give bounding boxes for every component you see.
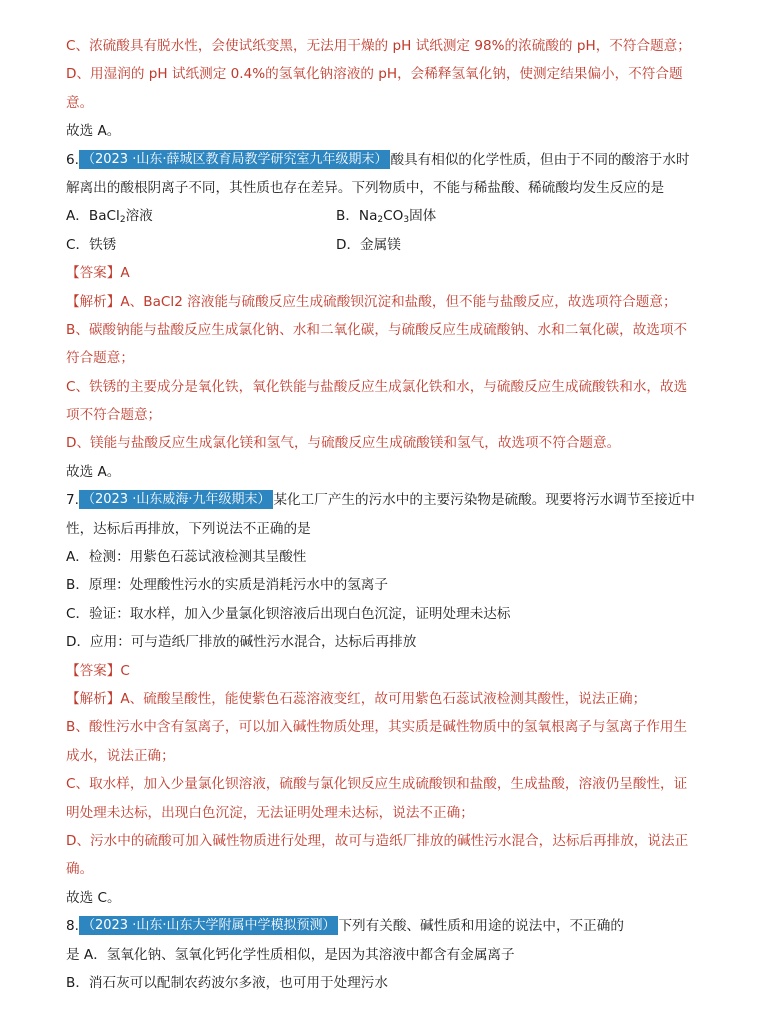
q6-option-d: D．金属镁 — [336, 236, 401, 253]
q8-source-tag: （2023 ·山东·山东大学附属中学模拟预测） — [79, 916, 338, 935]
q7-analysis-b-line2: 成水，说法正确； — [66, 747, 175, 764]
q7-analysis-c-line2: 明处理未达标，出现白色沉淀，无法证明处理未达标，说法不正确； — [66, 804, 474, 821]
q6-analysis-a: 【解析】A、BaCl2 溶液能与硫酸反应生成硫酸钡沉淀和盐酸，但不能与盐酸反应，故选项符合题意； — [66, 293, 677, 310]
q6-analysis-d: D、镁能与盐酸反应生成氯化镁和氢气，与硫酸反应生成硫酸镁和氢气，故选项不符合题意。 — [66, 435, 621, 452]
q6-answer: 【答案】A — [66, 265, 130, 282]
q6-analysis-b-line1: B、碳酸钠能与盐酸反应生成氯化钠、水和二氧化碳，与硫酸反应生成硫酸钠、水和二氧化碳，故选项不 — [66, 321, 688, 338]
q6-options-row2 — [66, 231, 716, 259]
q7-analysis-b-line1: B、酸性污水中含有氢离子，可以加入碱性物质处理，其实质是碱性物质中的氢氧根离子与氢离子作用生 — [66, 719, 688, 736]
q6-number: 6. — [66, 151, 79, 168]
q7-answer: 【答案】C — [66, 662, 130, 679]
q8-option-b: B．消石灰可以配制农药波尔多液，也可用于处理污水 — [66, 974, 388, 991]
q7-stem-line1 — [66, 486, 716, 514]
q6-options-row1 — [66, 202, 716, 230]
q6-option-c: C．铁锈 — [66, 236, 117, 253]
q6-stem-line2: 解离出的酸根阴离子不同，其性质也存在差异。下列物质中，不能与稀盐酸、稀硫酸均发生反应的是 — [66, 179, 665, 196]
q6-option-a: A．BaCl$_2$溶液 — [66, 208, 153, 226]
q6-source-tag: （2023 ·山东·薛城区教育局教学研究室九年级期末） — [79, 150, 390, 169]
q7-analysis-d-line2: 确。 — [66, 861, 94, 878]
q6-conclusion: 故选 A。 — [66, 463, 121, 480]
q6-analysis-b-line2: 符合题意； — [66, 350, 134, 367]
q6-stem-text1: 酸具有相似的化学性质，但由于不同的酸溶于水时 — [390, 151, 690, 168]
q7-option-b: B．原理：处理酸性污水的实质是消耗污水中的氢离子 — [66, 577, 388, 594]
q7-number: 7. — [66, 492, 79, 509]
q7-analysis-d-line1: D、污水中的硫酸可加入碱性物质进行处理，故可与造纸厂排放的碱性污水混合，达标后再排放，说法正 — [66, 832, 689, 849]
q6-analysis-c-line1: C、铁锈的主要成分是氧化铁，氧化铁能与盐酸反应生成氯化铁和水，与硫酸反应生成硫酸铁和水，故选 — [66, 378, 688, 395]
q7-option-a: A．检测：用紫色石蕊试液检测其呈酸性 — [66, 549, 307, 566]
q8-stem-line1 — [66, 912, 716, 940]
q8-stem-line2: 是 A．氢氧化钠、氢氧化钙化学性质相似，是因为其溶液中都含有金属离子 — [66, 946, 515, 963]
q7-stem-line2: 性，达标后再排放，下列说法不正确的是 — [66, 520, 311, 537]
q7-analysis-c-line1: C、取水样，加入少量氯化钡溶液，硫酸与氯化钡反应生成硫酸钡和盐酸，生成盐酸，溶液仍呈酸性，证 — [66, 776, 688, 793]
q5-analysis-d-line1: D、用湿润的 pH 试纸测定 0.4%的氢氧化钠溶液的 pH，会稀释氢氧化钠，使测定结果偏小，不符合题 — [66, 66, 683, 83]
q8-number: 8. — [66, 918, 79, 935]
q5-analysis-c: C、浓硫酸具有脱水性，会使试纸变黑，无法用干燥的 pH 试纸测定 98%的浓硫酸的 pH，不符合题意； — [66, 38, 691, 54]
q7-analysis-a: 【解析】A、硫酸呈酸性，能使紫色石蕊溶液变红，故可用紫色石蕊试液检测其酸性，说法正确； — [66, 690, 647, 707]
q7-option-c: C．验证：取水样，加入少量氯化钡溶液后出现白色沉淀，证明处理未达标 — [66, 605, 511, 622]
q7-stem-text1: 某化工厂产生的污水中的主要污染物是硫酸。现要将污水调节至接近中 — [273, 492, 695, 509]
q5-analysis-d-line2: 意。 — [66, 94, 94, 111]
q5-conclusion: 故选 A。 — [66, 123, 121, 140]
q6-analysis-c-line2: 项不符合题意； — [66, 407, 162, 424]
q7-option-d: D．应用：可与造纸厂排放的碱性污水混合，达标后再排放 — [66, 634, 417, 651]
q6-option-b: B．$Na_2CO_3$固体 — [336, 208, 437, 226]
q7-conclusion: 故选 C。 — [66, 889, 121, 906]
q8-stem-text1: 下列有关酸、碱性质和用途的说法中，不正确的 — [338, 918, 624, 935]
document-page — [66, 32, 716, 997]
q7-source-tag: （2023 ·山东威海·九年级期末） — [79, 490, 273, 509]
q6-stem-line1 — [66, 146, 716, 174]
